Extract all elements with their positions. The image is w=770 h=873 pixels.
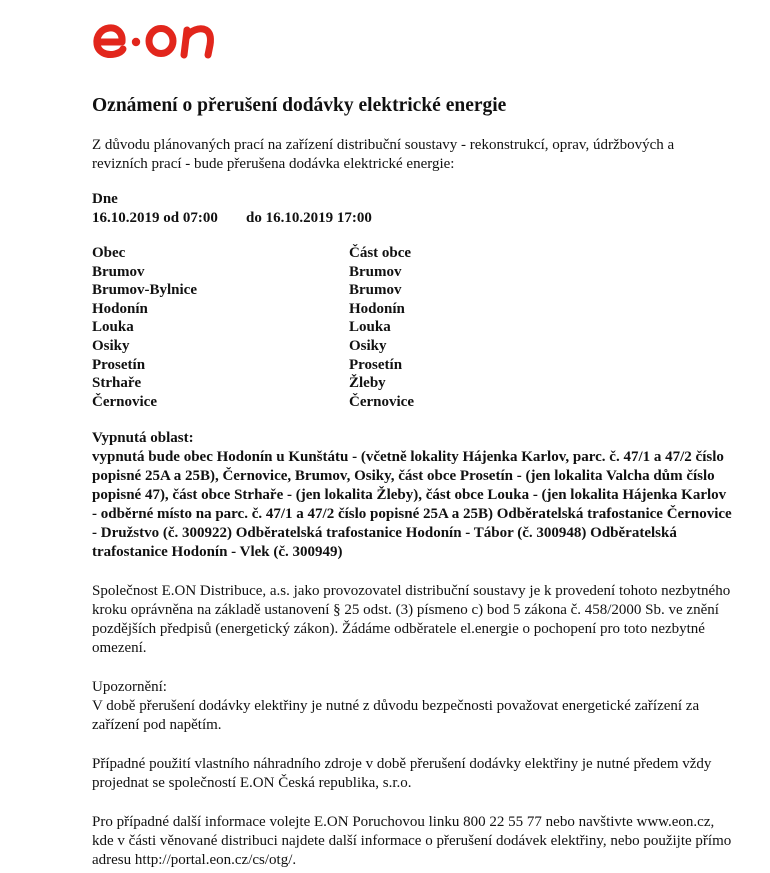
place-obec: Brumov-Bylnice [92,282,197,299]
places-header-cast: Část obce [349,245,412,261]
warning-label: Upozornění: [92,679,167,696]
contact-info-text: Pro případné další informace volejte E.ON Poruchovou linku 800 22 55 77 nebo navštivte www.eon.cz, kde v části věnované distribuci najdete další informace o přerušení dodávek elektřiny, nebo použijte přímo adresu http://portal.eon.cz/cs/otg/. [92,814,732,869]
date-from: 16.10.2019 od 07:00 [92,210,218,226]
place-obec: Brumov [92,263,145,280]
place-obec: Hodonín [92,300,148,317]
place-obec: Louka [92,319,134,336]
date-to: do 16.10.2019 17:00 [246,210,372,226]
logo-letter-o [149,29,173,54]
logo-letter-e [97,28,123,55]
date-block [92,190,732,228]
warning-block [92,678,732,735]
date-range [92,209,732,228]
page-title: Oznámení o přerušení dodávky elektrické energie [92,95,507,116]
place-cast: Černovice [349,393,414,410]
backup-source-text: Případné použití vlastního náhradního zdroje v době přerušení dodávky elektřiny je nutné předem vždy projednat se společností E.ON Česká republika, s.r.o. [92,756,712,792]
eon-logo-graphic [92,18,232,62]
date-label: Dne [92,191,118,207]
place-obec: Prosetín [92,356,146,373]
place-obec: Osiky [92,337,130,354]
place-cast: Osiky [349,337,387,354]
place-cast: Prosetín [349,356,403,373]
intro-text: Z důvodu plánovaných prací na zařízení distribuční soustavy - rekonstrukcí, oprav, údržbových a revizních prací - bude přerušena dodávka elektrické energie: [92,137,675,172]
outage-area [92,429,732,562]
place-cast: Hodonín [349,300,405,317]
logo-letter-n [184,29,211,55]
place-obec: Strhaře [92,375,142,392]
place-cast: Louka [349,319,391,336]
notice-content [92,92,732,870]
logo-dot [132,38,140,46]
eon-logo [92,18,232,62]
place-obec: Černovice [92,393,157,410]
places-table [92,244,732,411]
outage-area-text: vypnutá bude obec Hodonín u Kunštátu - (včetně lokality Hájenka Karlov, parc. č. 47/1 a 47/2 číslo popisné 25A a 25B), Černovice, Brumov, Osiky, část obce Prosetín - (jen lokalita Valcha dům číslo popisné 47), část obce Strhaře - (jen lokalita Žleby), část obce Louka - (jen lokalita Hájenka Karlov - odběrné místo na parc. č. 47/1 a 47/2 číslo popisné 25A a 25B) Odběratelská trafostanice Černovice - Družstvo (č. 300922) Odběratelská trafostanice Hodonín - Tábor (č. 300948) Odběratelská trafostanice Hodonín - Vlek (č. 300949) [92,449,732,561]
place-cast: Brumov [349,263,402,280]
legal-text: Společnost E.ON Distribuce, a.s. jako provozovatel distribuční soustavy je k provedení tohoto nezbytného kroku oprávněna na základě ustanovení § 25 odst. (3) písmeno c) bod 5 zákona č. 458/2000 Sb. ve znění pozdějších předpisů (energetický zákon). Žádáme odběratele el.energie o pochopení pro toto nezbytné omezení. [92,583,731,657]
warning-text: V době přerušení dodávky elektřiny je nutné z důvodu bezpečnosti považovat energetické zařízení za zařízení pod napětím. [92,698,700,734]
places-header-obec: Obec [92,245,126,261]
place-cast: Brumov [349,282,402,299]
outage-area-label: Vypnutá oblast: [92,430,194,447]
place-cast: Žleby [349,375,386,392]
